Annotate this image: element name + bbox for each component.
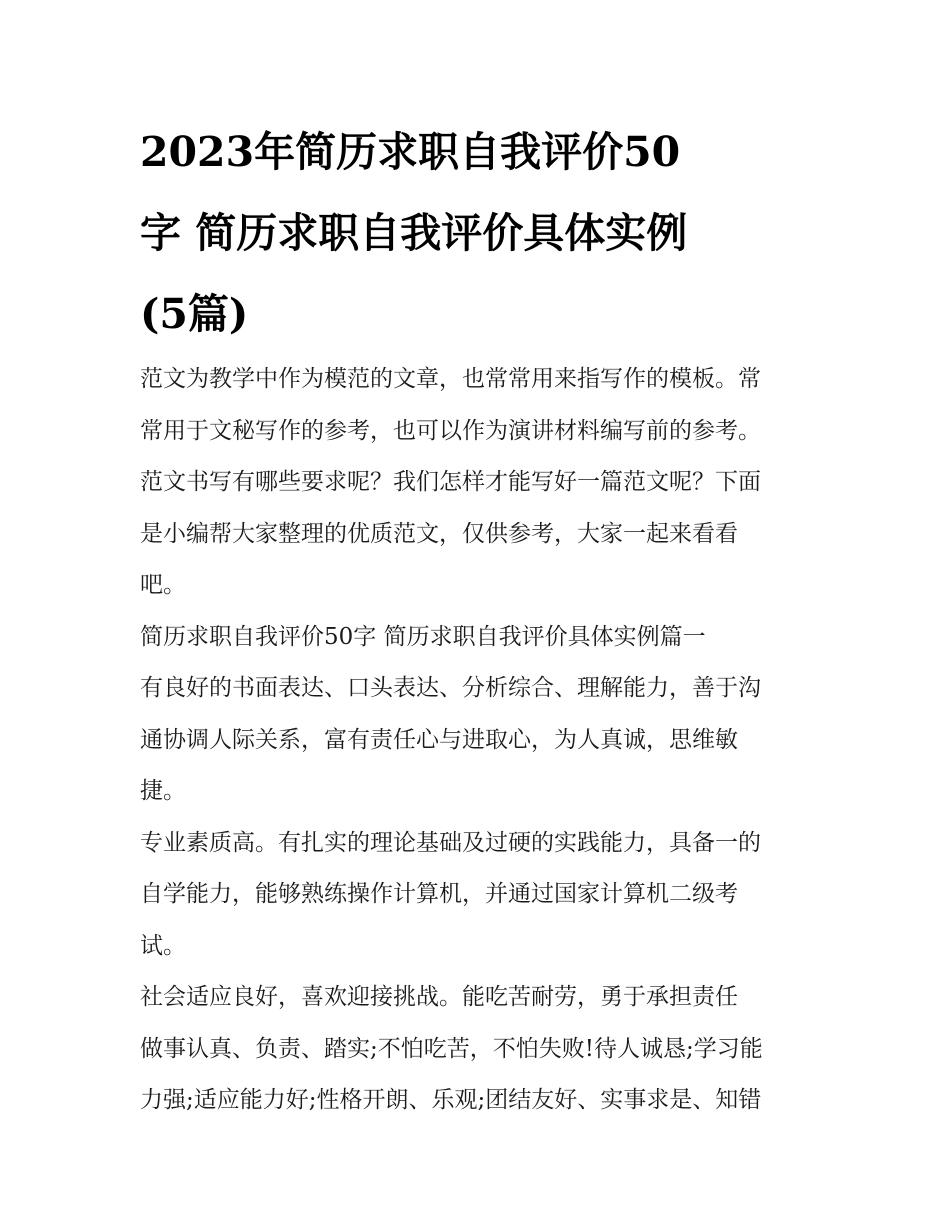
paragraph-line: 做事认真、负责、踏实;不怕吃苦，不怕失败!待人诚恳;学习能 bbox=[140, 1035, 763, 1062]
paragraph-line: 试。 bbox=[140, 932, 186, 959]
paragraph-line: 专业素质高。有扎实的理论基础及过硬的实践能力，具备一的 bbox=[140, 829, 761, 856]
title-line: (5篇) bbox=[140, 290, 249, 338]
intro-line: 范文书写有哪些要求呢？我们怎样才能写好一篇范文呢？下面 bbox=[140, 469, 761, 495]
paragraph-line: 社会适应良好，喜欢迎接挑战。能吃苦耐劳，勇于承担责任 bbox=[140, 984, 738, 1010]
intro-line: 吧。 bbox=[140, 572, 186, 598]
paragraph-line: 通协调人际关系，富有责任心与进取心，为人真诚，思维敏 bbox=[140, 726, 738, 753]
title-line: 2023年简历求职自我评价50 bbox=[140, 128, 681, 176]
title-line: 字 简历求职自我评价具体实例 bbox=[140, 209, 688, 257]
paragraph-line: 有良好的书面表达、口头表达、分析综合、理解能力，善于沟 bbox=[140, 675, 761, 701]
intro-line: 范文为教学中作为模范的文章，也常常用来指写作的模板。常 bbox=[140, 366, 761, 392]
document-title bbox=[140, 112, 820, 355]
paragraph-line: 捷。 bbox=[140, 778, 186, 804]
intro-line: 常用于文秘写作的参考，也可以作为演讲材料编写前的参考。 bbox=[140, 417, 761, 444]
intro-line: 是小编帮大家整理的优质范文，仅供参考，大家一起来看看 bbox=[140, 520, 738, 547]
paragraph-line: 力强;适应能力好;性格开朗、乐观;团结友好、实事求是、知错 bbox=[140, 1087, 762, 1113]
paragraph-line: 自学能力，能够熟练操作计算机，并通过国家计算机二级考 bbox=[140, 881, 738, 907]
document-body bbox=[140, 358, 820, 1131]
section-heading: 简历求职自我评价50字 简历求职自我评价具体实例篇一 bbox=[140, 623, 706, 650]
